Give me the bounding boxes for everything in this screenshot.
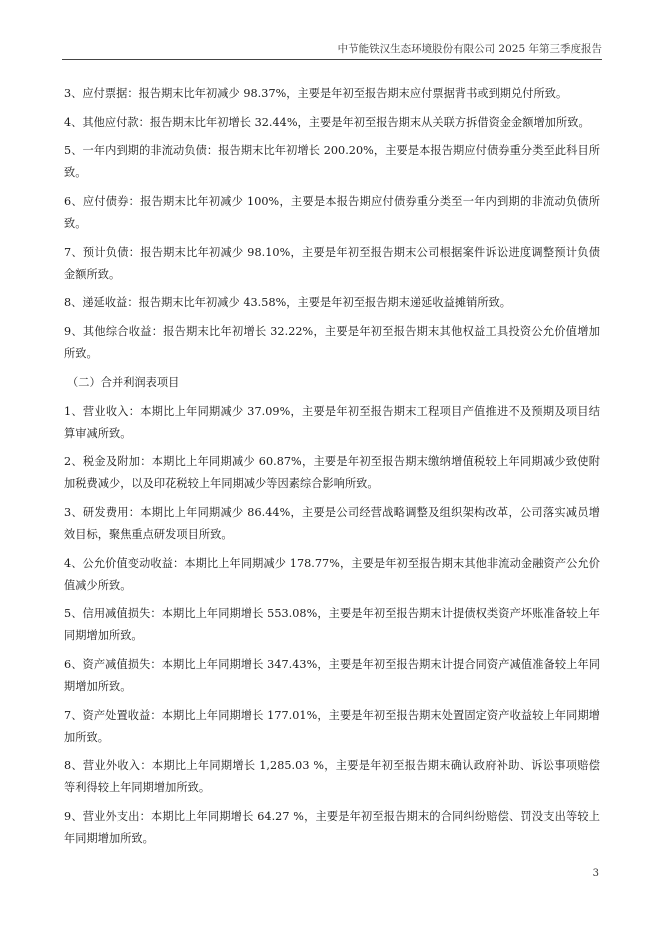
paragraph-note-9-other-comprehensive-income: 9、其他综合收益：报告期末比年初增长 32.22%，主要是年初至报告期末其他权益工具投资公允价值增加所致。 bbox=[64, 325, 600, 361]
paragraph-income-3-rd-expenses: 3、研发费用：本期比上年同期减少 86.44%，主要是公司经营战略调整及组织架构改革，公司落实减员增效目标，聚焦重点研发项目所致。 bbox=[64, 505, 600, 541]
paragraph-note-8-deferred-income: 8、递延收益：报告期末比年初减少 43.58%，主要是年初至报告期末递延收益摊销所致。 bbox=[64, 296, 512, 310]
paragraph-income-4-fair-value-change: 4、公允价值变动收益：本期比上年同期减少 178.77%，主要是年初至报告期末其他非流动金融资产公允价值减少所致。 bbox=[64, 556, 600, 592]
paragraph-income-5-credit-impairment: 5、信用减值损失：本期比上年同期增长 553.08%，主要是年初至报告期末计提债权类资产坏账准备较上年同期增加所致。 bbox=[64, 607, 600, 643]
paragraph-note-6-bonds-payable: 6、应付债券：报告期末比年初减少 100%，主要是本报告期应付债券重分类至一年内到期的非流动负债所致。 bbox=[64, 195, 600, 231]
paragraph-income-2-taxes-surcharges: 2、税金及附加：本期比上年同期减少 60.87%，主要是年初至报告期末缴纳增值税较上年同期减少致使附加税费减少，以及印花税较上年同期减少等因素综合影响所致。 bbox=[64, 455, 600, 491]
paragraph-income-6-asset-impairment: 6、资产减值损失：本期比上年同期增长 347.43%，主要是年初至报告期末计提合同资产减值准备较上年同期增加所致。 bbox=[64, 657, 600, 693]
page-header bbox=[62, 42, 602, 60]
paragraph-income-1-revenue: 1、营业收入：本期比上年同期减少 37.09%，主要是年初至报告期末工程项目产值推进不及预期及项目结算审减所致。 bbox=[64, 404, 600, 440]
page-number: 3 bbox=[592, 868, 599, 879]
paragraph-note-7-estimated-liabilities: 7、预计负债：报告期末比年初减少 98.10%，主要是年初至报告期末公司根据案件诉讼进度调整预计负债金额所致。 bbox=[64, 245, 600, 281]
paragraph-income-8-nonoperating-income: 8、营业外收入：本期比上年同期增长 1,285.03 %，主要是年初至报告期末确认政府补助、诉讼事项赔偿等利得较上年同期增加所致。 bbox=[64, 759, 600, 795]
paragraph-note-4-other-payables: 4、其他应付款：报告期末比年初增长 32.44%，主要是年初至报告期末从关联方拆借资金金额增加所致。 bbox=[64, 115, 590, 129]
paragraph-income-9-nonoperating-expenses: 9、营业外支出：本期比上年同期增长 64.27 %，主要是年初至报告期末的合同纠纷赔偿、罚没支出等较上年同期增加所致。 bbox=[64, 810, 600, 845]
paragraph-note-5-current-noncurrent-liabilities: 5、一年内到期的非流动负债：报告期末比年初增长 200.20%，主要是本报告期应付债券重分类至此科目所致。 bbox=[64, 144, 600, 180]
header-title: 中节能铁汉生态环境股份有限公司 2025 年第三季度报告 bbox=[337, 43, 602, 55]
paragraph-note-3-notes-payable: 3、应付票据：报告期末比年初减少 98.37%，主要是年初至报告期末应付票据背书或到期兑付所致。 bbox=[64, 87, 568, 100]
section-heading-income-statement: （二）合并利润表项目 bbox=[67, 375, 180, 389]
document-body bbox=[64, 83, 600, 857]
paragraph-income-7-asset-disposal: 7、资产处置收益：本期比上年同期增长 177.01%，主要是年初至报告期末处置固定资产收益较上年同期增加所致。 bbox=[64, 708, 600, 744]
